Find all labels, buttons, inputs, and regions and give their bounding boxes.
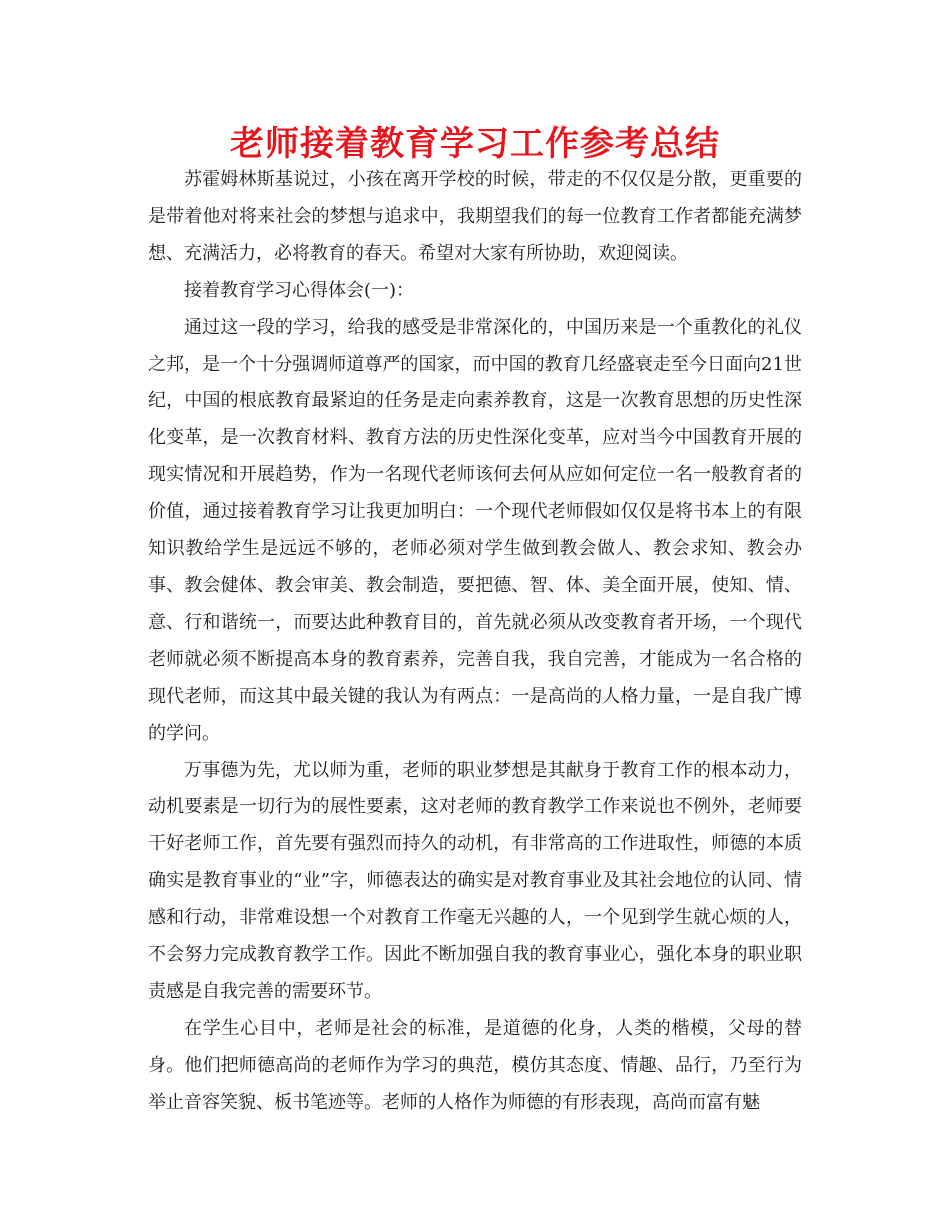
- paragraph-intro: 苏霍姆林斯基说过，小孩在离开学校的时候，带走的不仅仅是分散，更重要的是带着他对将来社会的梦想与追求中，我期望我们的每一位教育工作者都能充满梦想、充满活力，必将教育的春天。希望对大家有所协助，欢迎阅读。: [148, 169, 802, 264]
- document-body: [148, 162, 802, 1122]
- document-title: 老师接着教育学习工作参考总结: [230, 124, 720, 164]
- paragraph-teacher-ethics: 万事德为先，尤以师为重，老师的职业梦想是其献身于教育工作的根本动力，动机要素是一切行为的展性要素，这对老师的教育教学工作来说也不例外，老师要干好老师工作，首先要有强烈而持久的动机，有非常高的工作进取性，师德的本质确实是教育事业的“业”字，师德表达的确实是对教育事业及其社会地位的认同、情感和行动，非常难设想一个对教育工作毫无兴趣的人，一个见到学生就心烦的人，不会努力完成教育教学工作。因此不断加强自我的教育事业心，强化本身的职业职责感是自我完善的需要环节。: [148, 759, 802, 1002]
- paragraph-study-reflection: 通过这一段的学习，给我的感受是非常深化的，中国历来是一个重教化的礼仪之邦，是一个十分强调师道尊严的国家，而中国的教育几经盛衰走至今日面向21世纪，中国的根底教育最紧迫的任务是走向素养教育，这是一次教育思想的历史性深化变革，是一次教育材料、教育方法的历史性深化变革，应对当今中国教育开展的现实情况和开展趋势，作为一名现代老师该何去何从应如何定位一名一般教育者的价值，通过接着教育学习让我更加明白：一个现代老师假如仅仅是将书本上的有限知识教给学生是远远不够的，老师必须对学生做到教会做人、教会求知、教会办事、教会健体、教会审美、教会制造，要把德、智、体、美全面开展，使知、情、意、行和谐统一，而要达此种教育目的，首先就必须从改变教育者开场，一个现代老师就必须不断提高本身的教育素养，完善自我，我自完善，才能成为一名合格的现代老师，而这其中最关键的我认为有两点：一是高尚的人格力量，一是自我广博的学问。: [148, 316, 802, 744]
- paragraph-section-heading: 接着教育学习心得体会(一)：: [184, 279, 415, 301]
- paragraph-teacher-role-model: 在学生心目中，老师是社会的标准，是道德的化身，人类的楷模，父母的替身。他们把师德高尚的老师作为学习的典范，模仿其态度、情趣、品行，乃至行为举止音容笑貌、板书笔迹等。老师的人格作为师德的有形表现，高尚而富有魅: [148, 1017, 802, 1113]
